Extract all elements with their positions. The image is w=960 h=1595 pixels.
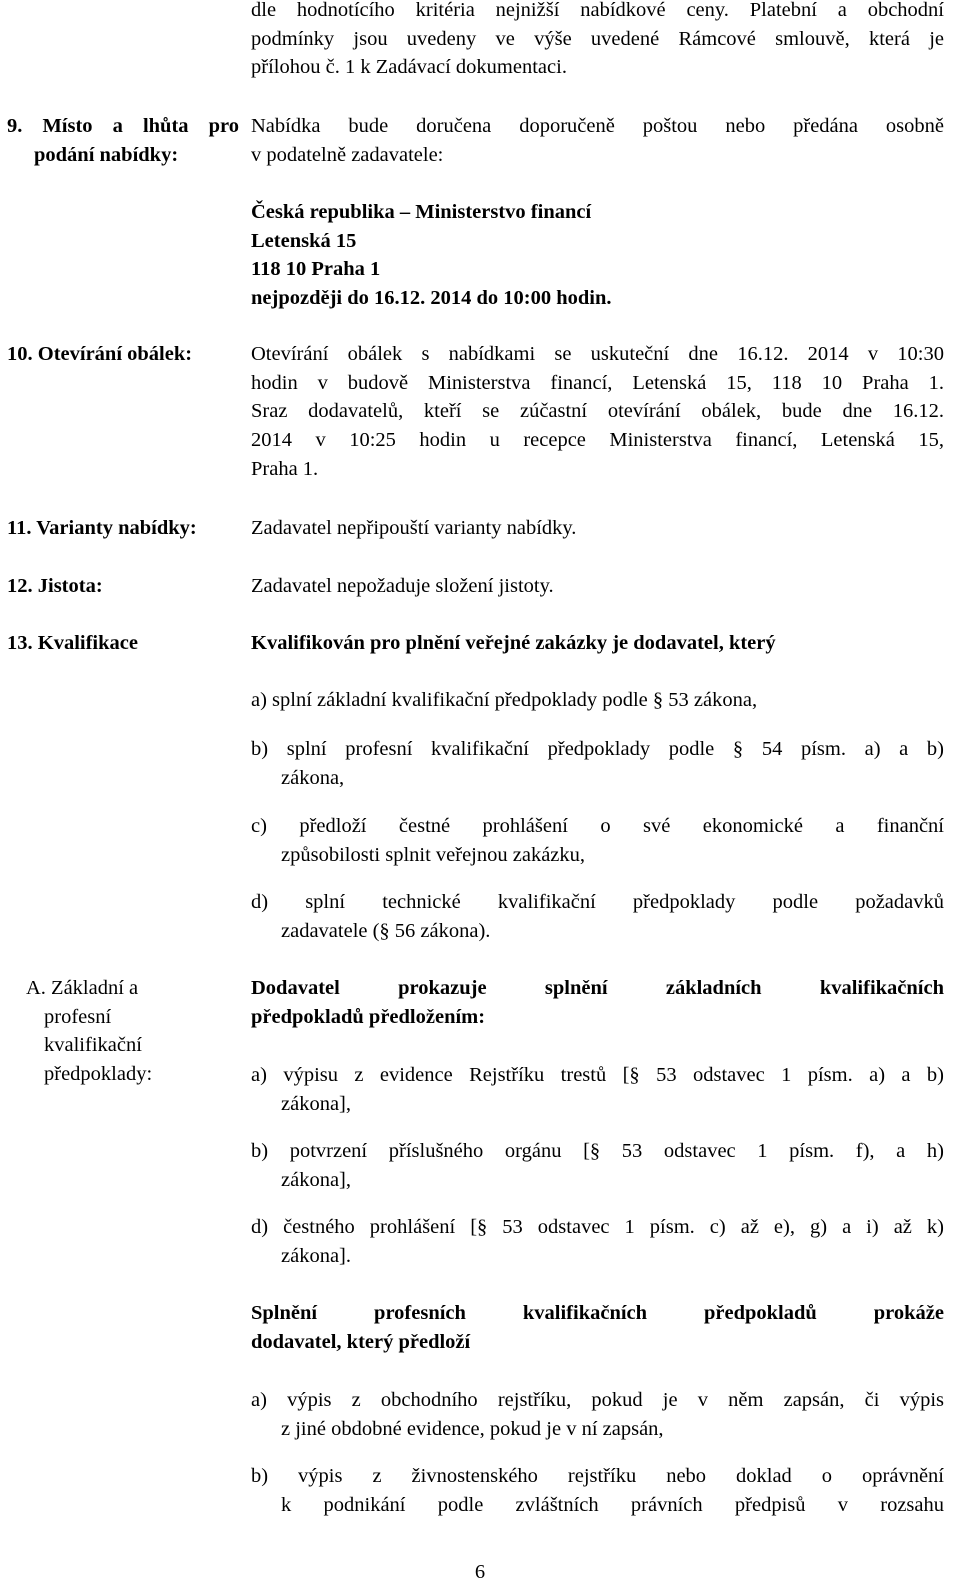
qualification-item-a: a) splní základní kvalifikační předpoklady podle § 53 zákona, bbox=[251, 689, 758, 711]
qualification-item-c: c) předloží čestné prohlášení o své ekonomické a finanční způsobilosti splnit veřejnou zakázku, bbox=[251, 815, 944, 866]
professional-heading: Splnění profesních kvalifikačních předpokladů prokáže dodavatel, který předloží bbox=[251, 1302, 944, 1353]
section-10-body: Otevírání obálek s nabídkami se uskuteční dne 16.12. 2014 v 10:30 hodin v budově Ministerstva financí, Letenská 15, 118 10 Praha 1. Sraz dodavatelů, kteří se zúčastní otevírání obálek, bude dne 16.12. 2014 v 10:25 hodin u recepce Ministerstva financí, Letenská 15, Praha 1. bbox=[251, 343, 944, 480]
qualification-item-d: d) splní technické kvalifikační předpoklady podle požadavků zadavatele (§ 56 zákona). bbox=[251, 891, 944, 942]
page-number: 6 bbox=[474, 1561, 486, 1583]
section-12-label: 12. Jistota: bbox=[7, 575, 103, 597]
section-a-label: A. Základní a profesní kvalifikační předpoklady: bbox=[26, 977, 153, 1086]
section-11-label: 11. Varianty nabídky: bbox=[7, 517, 197, 539]
basic-proof-a: a) výpisu z evidence Rejstříku trestů [§ 53 odstavec 1 písm. a) a b) zákona], bbox=[251, 1064, 944, 1115]
basic-proof-d: d) čestného prohlášení [§ 53 odstavec 1 písm. c) až e), g) a i) až k) zákona]. bbox=[251, 1216, 944, 1267]
section-10-label: 10. Otevírání obálek: bbox=[7, 343, 193, 365]
qualification-item-b: b) splní profesní kvalifikační předpoklady podle § 54 písm. a) a b) zákona, bbox=[251, 738, 944, 789]
submission-address: Česká republika – Ministerstvo financí Letenská 15 118 10 Praha 1 nejpozději do 16.12. 2014 do 10:00 hodin. bbox=[251, 201, 612, 310]
section-9-label: 9. Místo a lhůta pro podání nabídky: bbox=[7, 115, 239, 166]
section-9-body: Nabídka bude doručena doporučeně poštou nebo předána osobně v podatelně zadavatele: bbox=[251, 115, 944, 166]
section-11-text: Zadavatel nepřipouští varianty nabídky. bbox=[251, 517, 577, 539]
professional-proof-b: b) výpis z živnostenského rejstříku nebo doklad o oprávnění k podnikání podle zvláštních právních předpisů v rozsahu bbox=[251, 1465, 944, 1516]
basic-proof-b: b) potvrzení příslušného orgánu [§ 53 odstavec 1 písm. f), a h) zákona], bbox=[251, 1140, 944, 1191]
section-13-heading: Kvalifikován pro plnění veřejné zakázky je dodavatel, který bbox=[251, 632, 776, 654]
section-13-label: 13. Kvalifikace bbox=[7, 632, 138, 654]
section-a-heading: Dodavatel prokazuje splnění základních kvalifikačních předpokladů předložením: bbox=[251, 977, 944, 1028]
intro-paragraph: dle hodnotícího kritéria nejnižší nabídkové ceny. Platební a obchodní podmínky jsou uvedeny ve výše uvedené Rámcové smlouvě, která je přílohou č. 1 k Zadávací dokumentaci. bbox=[251, 0, 944, 79]
section-12-text: Zadavatel nepožaduje složení jistoty. bbox=[251, 575, 554, 597]
professional-proof-a: a) výpis z obchodního rejstříku, pokud je v něm zapsán, či výpis z jiné obdobné evidence, pokud je v ní zapsán, bbox=[251, 1389, 944, 1440]
